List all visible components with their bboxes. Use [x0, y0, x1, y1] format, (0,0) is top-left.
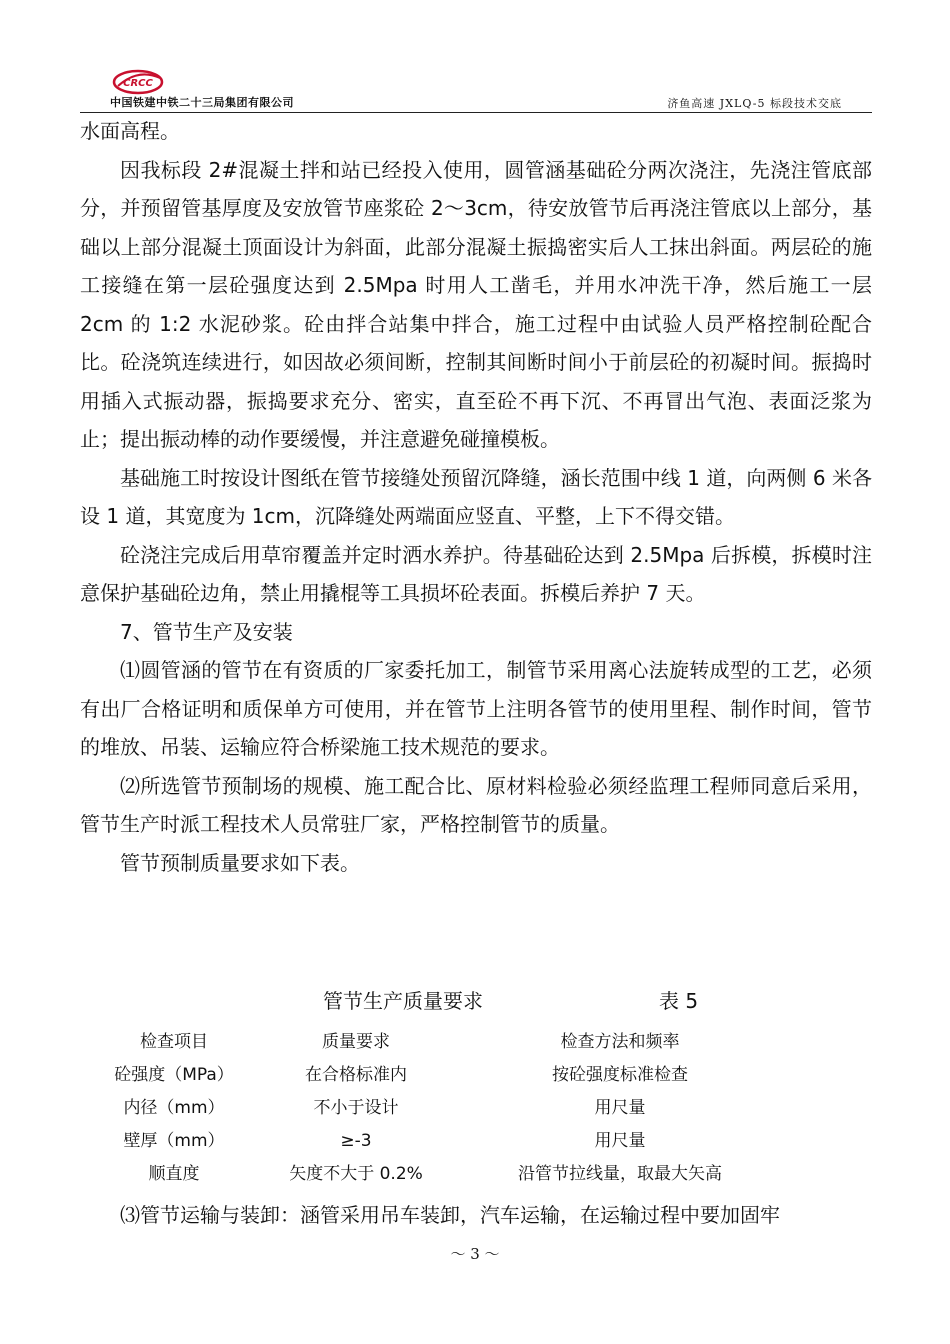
table-cell: 矢度不大于 0.2% [289, 1164, 423, 1184]
table-cell: 顺直度 [148, 1164, 200, 1184]
document-body-continued [80, 1196, 872, 1234]
paragraph: 水面高程。 [80, 119, 180, 143]
table-row [80, 1092, 872, 1125]
table-cell: ≥-3 [340, 1131, 372, 1151]
paragraph: 因我标段 2#混凝土拌和站已经投入使用，圆管涵基础砼分两次浇注，先浇注管底部分，并预留管基厚度及安放管节座浆砼 2～3cm，待安放管节后再浇注管底以上部分，基础以上部分混凝土顶面设计为斜面，此部分混凝土振捣密实后人工抹出斜面。两层砼的施工接缝在第一层砼强度达到 2.5Mpa 时用人工凿毛，并用水冲洗干净，然后施工一层 2cm 的 1:2 水泥砂浆。砼由拌合站集中拌合，施工过程中由试验人员严格控制砼配合比。砼浇筑连续进行，如因故必须间断，控制其间断时间小于前层砼的初凝时间。振捣时用插入式振动器，振捣要求充分、密实，直至砼不再下沉、不再冒出气泡、表面泛浆为止；提出振动棒的动作要缓慢，并注意避免碰撞模板。 [80, 157, 872, 451]
table-number: 表 5 [659, 989, 699, 1013]
organization-name: 中国铁建中铁二十三局集团有限公司 [110, 96, 294, 109]
table-header-cell: 质量要求 [322, 1032, 390, 1052]
crcc-logo-icon [110, 66, 166, 96]
project-name: 济鱼高速 JXLQ-5 标段技术交底 [667, 97, 842, 110]
table-header-cell: 检查方法和频率 [560, 1032, 680, 1052]
table-row [80, 1059, 872, 1092]
paragraph: ⑵所选管节预制场的规模、施工配合比、原材料检验必须经监理工程师同意后采用，管节生产时派工程技术人员常驻厂家，严格控制管节的质量。 [80, 773, 872, 836]
table-cell: 用尺量 [594, 1131, 646, 1151]
table-cell: 按砼强度标准检查 [552, 1065, 688, 1085]
paragraph: 管节预制质量要求如下表。 [120, 850, 360, 875]
table-cell: 内径（mm） [123, 1098, 225, 1118]
svg-text:CRCC: CRCC [123, 78, 153, 89]
page-number: ～ 3 ～ [450, 1245, 500, 1263]
table-row [80, 1158, 872, 1191]
page-header [80, 62, 872, 113]
paragraph: ⑴圆管涵的管节在有资质的厂家委托加工，制管节采用离心法旋转成型的工艺，必须有出厂合格证明和质保单方可使用，并在管节上注明各管节的使用里程、制作时间，管节的堆放、吊装、运输应符合桥梁施工技术规范的要求。 [80, 658, 872, 759]
table-header-row [80, 1026, 872, 1059]
document-body [80, 112, 872, 882]
table-cell: 在合格标准内 [305, 1065, 407, 1085]
table-row [80, 1125, 872, 1158]
quality-table [80, 1026, 872, 1191]
paragraph: 基础施工时按设计图纸在管节接缝处预留沉降缝，涵长范围中线 1 道，向两侧 6 米各设 1 道，其宽度为 1cm，沉降缝处两端面应竖直、平整，上下不得交错。 [80, 465, 872, 528]
table-cell: 用尺量 [594, 1098, 646, 1118]
table-cell: 砼强度（MPa） [114, 1065, 234, 1085]
table-cell: 壁厚（mm） [123, 1131, 225, 1151]
section-heading: 7、管节生产及安装 [120, 619, 293, 644]
paragraph: 砼浇注完成后用草帘覆盖并定时洒水养护。待基础砼达到 2.5Mpa 后拆模，拆模时注意保护基础砼边角，禁止用撬棍等工具损坏砼表面。拆模后养护 7 天。 [80, 542, 872, 605]
table-title: 管节生产质量要求 [323, 989, 483, 1013]
paragraph: ⑶管节运输与装卸：涵管采用吊车装卸，汽车运输，在运输过程中要加固牢 [120, 1203, 780, 1227]
table-cell: 不小于设计 [313, 1098, 399, 1118]
table-cell: 沿管节拉线量，取最大矢高 [518, 1164, 722, 1184]
table-header-cell: 检查项目 [140, 1032, 208, 1052]
